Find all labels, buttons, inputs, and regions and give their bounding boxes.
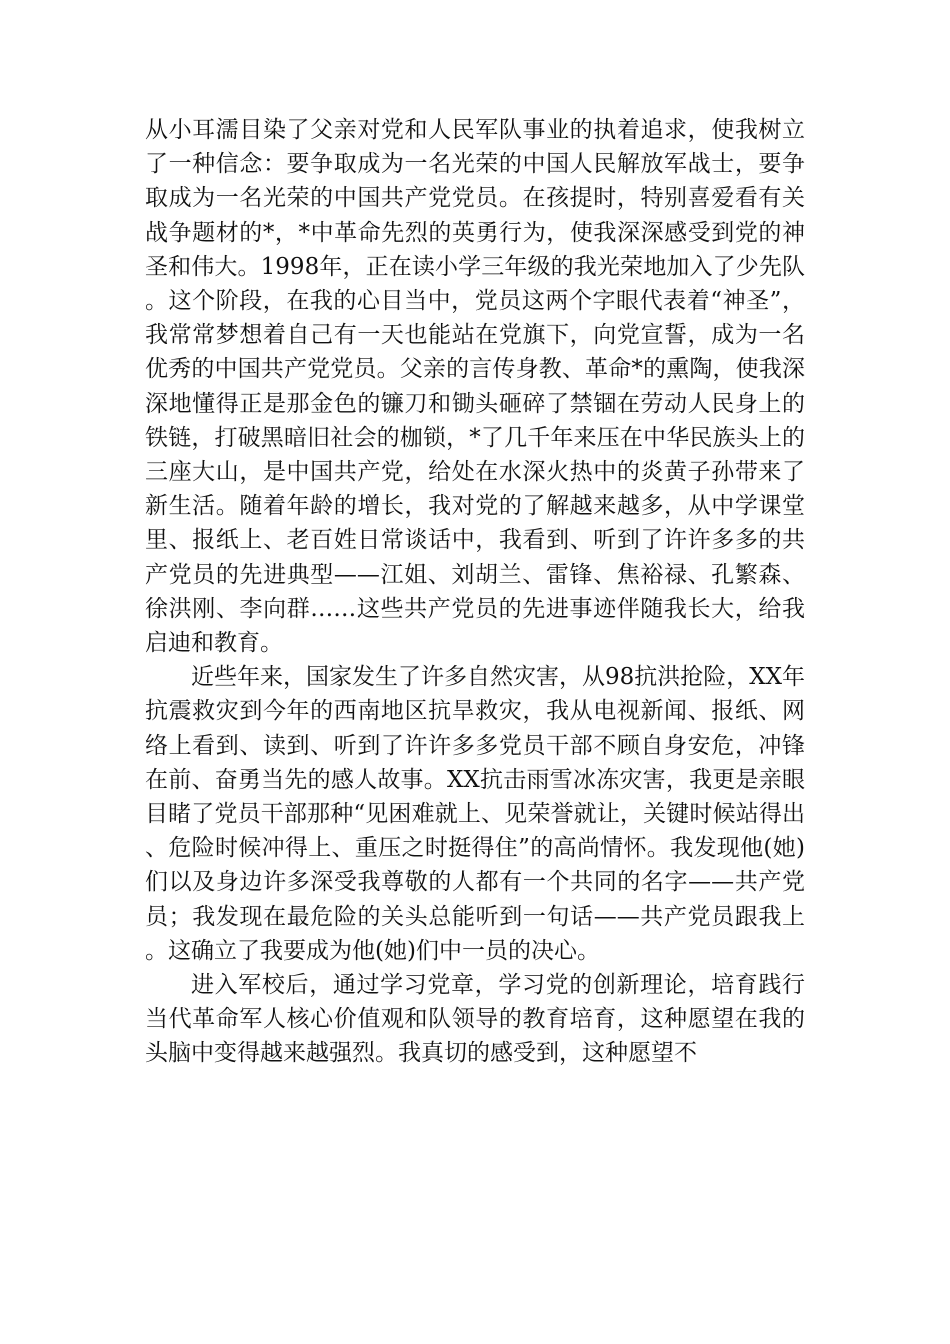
paragraph-childhood-aspiration: 从小耳濡目染了父亲对党和人民军队事业的执着追求，使我树立了一种信念：要争取成为一名光荣的中国人民解放军战士，要争取成为一名光荣的中国共产党党员。在孩提时，特别喜爱看有关战争题材的*，*中革命先烈的英勇行为，使我深深感受到党的神圣和伟大。1998年，正在读小学三年级的我光荣地加入了少先队。这个阶段，在我的心目当中，党员这两个字眼代表着“神圣”，我常常梦想着自己有一天也能站在党旗下，向党宣誓，成为一名优秀的中国共产党党员。父亲的言传身教、革命*的熏陶，使我深深地懂得正是那金色的镰刀和锄头砸碎了禁锢在劳动人民身上的铁链，打破黑暗旧社会的枷锁，*了几千年来压在中华民族头上的三座大山，是中国共产党，给处在水深火热中的炎黄子孙带来了新生活。随着年龄的增长，我对党的了解越来越多，从中学课堂里、报纸上、老百姓日常谈话中，我看到、听到了许许多多的共产党员的先进典型——江姐、刘胡兰、雷锋、焦裕禄、孔繁森、徐洪刚、李向群……这些共产党员的先进事迹伴随我长大，给我启迪和教育。 [145,117,805,657]
document-body [145,113,805,1071]
paragraph-military-academy: 进入军校后，通过学习党章，学习党的创新理论，培育践行当代革命军人核心价值观和队领导的教育培育，这种愿望在我的头脑中变得越来越强烈。我真切的感受到，这种愿望不 [145,972,805,1067]
paragraph-disaster-relief: 近些年来，国家发生了许多自然灾害，从98抗洪抢险，XX年抗震救灾到今年的西南地区抗旱救灾，我从电视新闻、报纸、网络上看到、读到、听到了许许多多党员干部不顾自身安危，冲锋在前、奋勇当先的感人故事。XX抗击雨雪冰冻灾害，我更是亲眼目睹了党员干部那种“见困难就上、见荣誉就让，关键时候站得出、危险时候冲得上、重压之时挺得住”的高尚情怀。我发现他(她)们以及身边许多深受我尊敬的人都有一个共同的名字——共产党员；我发现在最危险的关头总能听到一句话——共产党员跟我上。这确立了我要成为他(她)们中一员的决心。 [145,664,806,964]
